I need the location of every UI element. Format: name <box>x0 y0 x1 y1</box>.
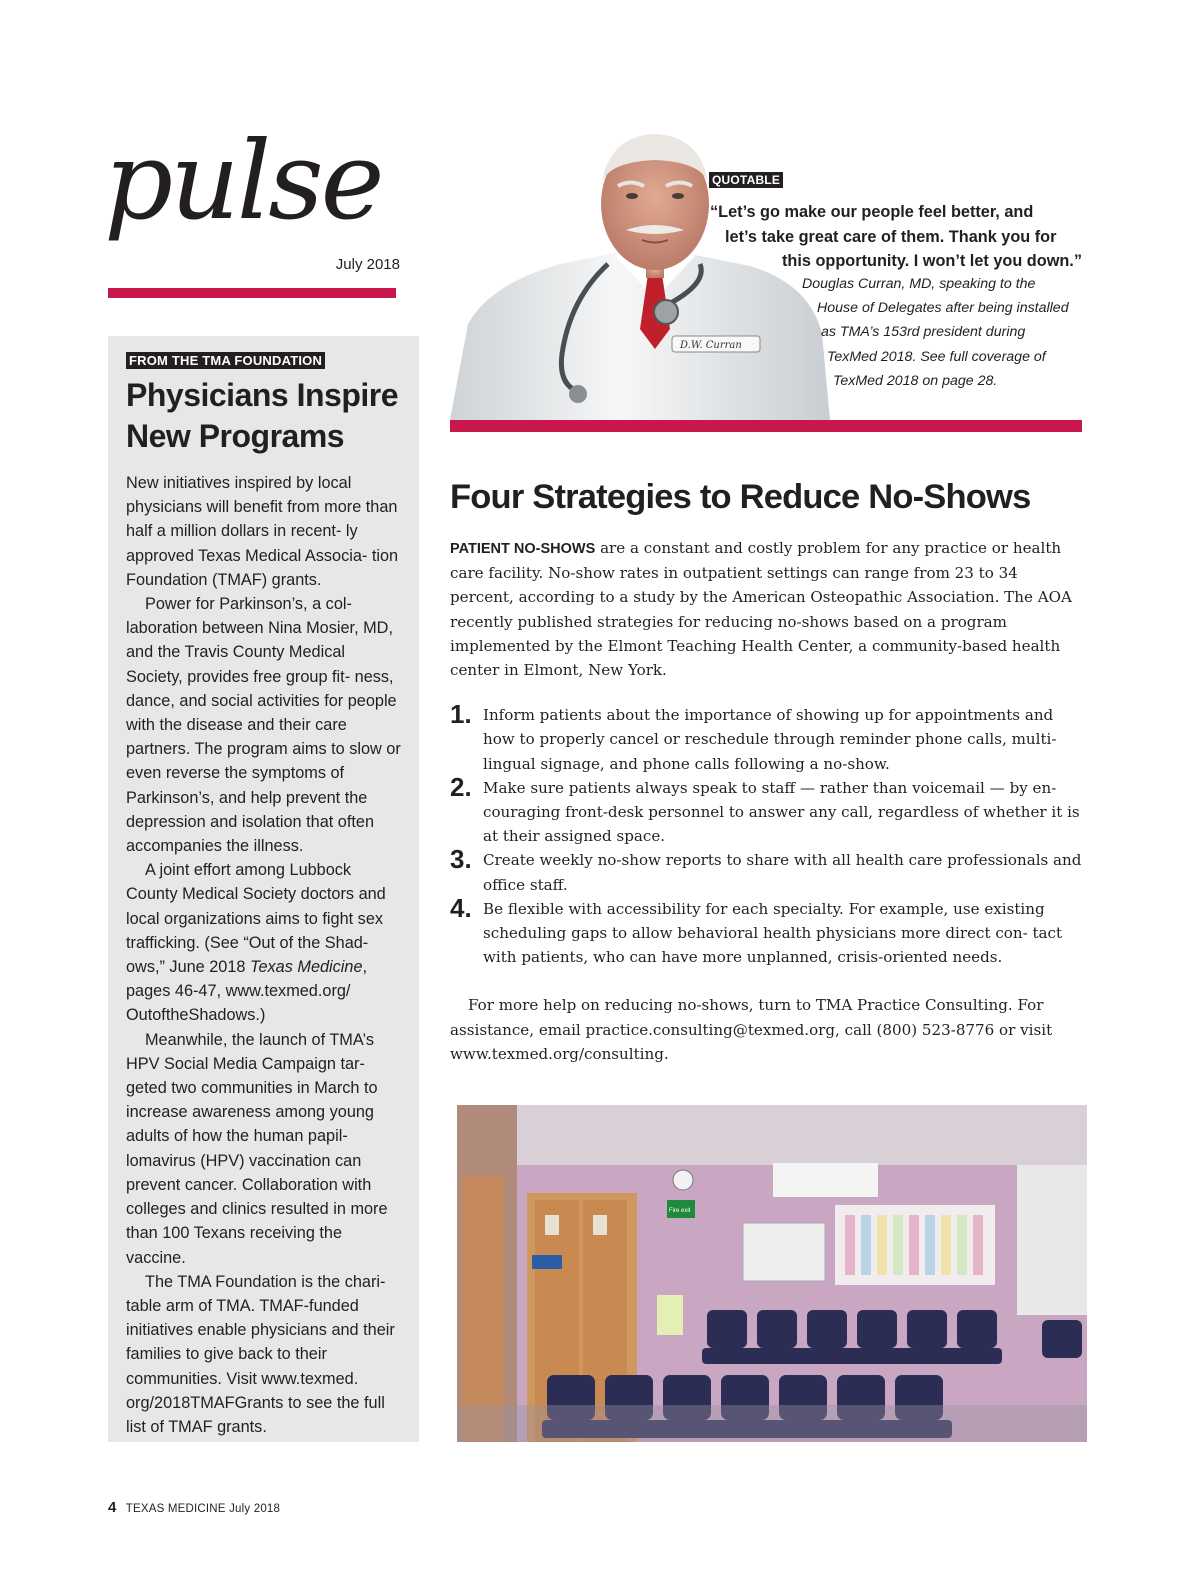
attribution-line: TexMed 2018. See full coverage of <box>827 348 1046 365</box>
strategy-item <box>450 892 1082 970</box>
footer-date: July 2018 <box>229 1503 281 1515</box>
article-lead-in: PATIENT NO-SHOWS <box>450 541 596 557</box>
sidebar-paragraph: Meanwhile, the launch of TMA’s HPV Social Media Campaign tar- geted two communities in March to increase awareness among young adults of how the human papil- lomavirus (HPV) vaccination can prevent cancer. Collaboration with colleges and clinics resulted in more than 100 Texans receiving the vaccine. <box>126 1030 388 1267</box>
attribution-line: Douglas Curran, MD, speaking to the <box>802 276 1036 292</box>
waiting-room-photo <box>457 1105 1087 1442</box>
strategy-list <box>450 699 1082 969</box>
quotable-kicker: QUOTABLE <box>709 172 783 188</box>
sidebar-headline <box>126 375 401 457</box>
sidebar-p3-after: , pages 46-47, www.texmed.org/ OutoftheShadows.) <box>126 958 368 1025</box>
sidebar-paragraph: Power for Parkinson’s, a col- laboration between Nina Mosier, MD, and the Travis County Medical Society, provides free group fit- ness, dance, and social activities for people with the disease and their care partners. The program aims to slow or even reverse the symptoms of Parkinson’s, and help prevent the depression and isolation that often accompanies the illness. <box>126 595 401 856</box>
attribution-line: TexMed 2018 on page 28. <box>833 372 998 389</box>
sidebar-paragraph: The TMA Foundation is the chari- table arm of TMA. TMAF-funded initiatives enable physicians and their families to give back to their communities. Visit www.texmed. org/2018TMAFGrants to see the full list of TMAF grants. <box>126 1272 395 1436</box>
sidebar-body <box>126 471 401 1439</box>
strategy-number: 1. <box>450 699 472 730</box>
quotable-block <box>700 170 1090 400</box>
masthead <box>104 119 400 308</box>
quote-attribution <box>700 272 1090 393</box>
attribution-line: as TMA’s 153rd president during <box>821 324 1026 341</box>
strategy-number: 4. <box>450 892 472 923</box>
exit-sign-text: Fire exit <box>669 1208 691 1214</box>
issue-date: July 2018 <box>335 256 400 273</box>
strategy-text: Make sure patients always speak to staff — rather than voicemail — by en- couraging front-desk personnel to answer any call, regardless of whether it is at their assigned space. <box>483 778 1080 846</box>
strategy-item <box>450 771 1082 849</box>
page-number: 4 <box>108 1499 117 1516</box>
article-intro <box>450 536 1082 682</box>
strategy-item <box>450 699 1082 776</box>
quote-line: this opportunity. I won’t let you down.” <box>782 252 1082 270</box>
strategy-text: Inform patients about the importance of showing up for appointments and how to properly cancel or reschedule through reminder phone calls, multi-lingual signage, and phone calls following a no-show. <box>483 706 1057 773</box>
sidebar-headline-line2: New Programs <box>126 418 345 454</box>
sidebar-headline-line1: Physicians Inspire <box>126 377 399 413</box>
strategy-number: 3. <box>450 844 472 875</box>
badge-text: D.W. Curran <box>680 340 742 351</box>
strategy-item <box>450 844 1082 896</box>
masthead-rule <box>108 288 396 298</box>
article <box>450 476 1082 1066</box>
article-headline: Four Strategies to Reduce No-Shows <box>450 478 1031 516</box>
sidebar-kicker: FROM THE TMA FOUNDATION <box>126 352 325 369</box>
section-logo: pulse <box>104 119 382 244</box>
quote-line: let’s take great care of them. Thank you for <box>725 227 1057 246</box>
quote-line: “Let’s go make our people feel better, and <box>710 203 1034 221</box>
sidebar-p3-italic: Texas Medicine <box>250 958 363 977</box>
sidebar-p3-before: A joint effort among Lubbock County Medical Society doctors and local organizations aims to fight sex trafficking. (See “Out of the Shad- ows,” June 2018 <box>126 861 386 977</box>
quote-text <box>700 200 1088 274</box>
sidebar-paragraph: New initiatives inspired by local physicians will benefit from more than half a million dollars in recent- ly approved Texas Medical Associa- tion Foundation (TMAF) grants. <box>126 474 399 589</box>
article-top-rule <box>450 420 1082 432</box>
strategy-text: Create weekly no-show reports to share with all health care professionals and office staff. <box>483 851 1082 894</box>
attribution-line: House of Delegates after being installed <box>817 300 1069 317</box>
foundation-sidebar <box>108 336 419 1442</box>
strategy-number: 2. <box>450 771 472 802</box>
article-intro-text: are a constant and costly problem for any practice or health care facility. No-show rates in outpatient settings can range from 23 to 34 percent, according to a study by the American Osteopathic Association. The AOA recently published strategies for reducing no-shows based on a program implemented by the Elmont Teaching Health Center, a community-based health center in Elmont, New York. <box>450 539 1072 680</box>
strategy-text: Be flexible with accessibility for each specialty. For example, use existing scheduling gaps to allow behavioral health physicians more direct con- tact with patients, who can have more unplanned, crisis-oriented needs. <box>483 899 1063 967</box>
footer-publication: TEXAS MEDICINE <box>125 1503 226 1515</box>
sidebar-paragraph <box>126 858 401 1027</box>
page-footer <box>108 1499 280 1516</box>
article-closing: For more help on reducing no-shows, turn to TMA Practice Consulting. For assistance, email practice.consulting@texmed.org, call (800) 523-8776 or visit www.texmed.org/consulting. <box>450 996 1053 1063</box>
